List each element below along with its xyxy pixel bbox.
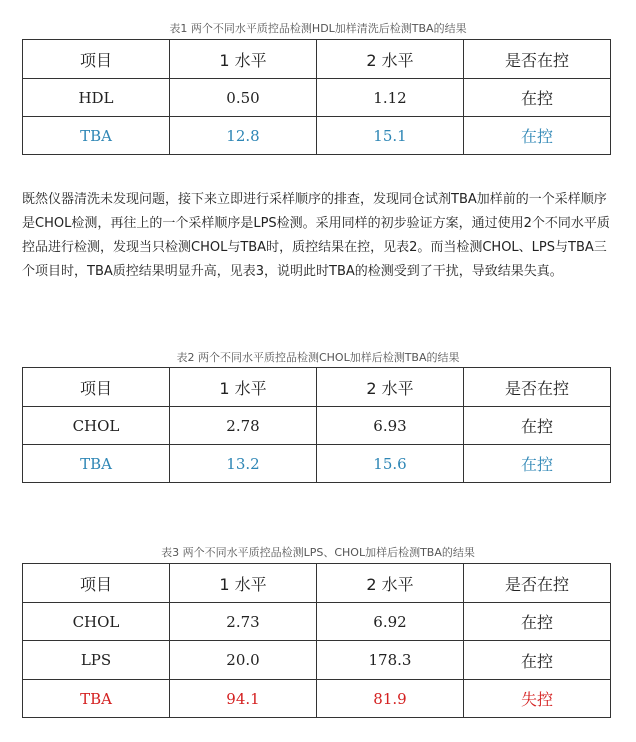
header-item: 项目 [23, 368, 170, 407]
status-cell: 在控 [464, 117, 611, 155]
table-row [23, 680, 611, 718]
level1-cell: 12.8 [170, 117, 317, 155]
header-level1: 1 水平 [170, 564, 317, 603]
level1-cell: 0.50 [170, 79, 317, 117]
header-level2: 2 水平 [317, 564, 464, 603]
header-status: 是否在控 [464, 368, 611, 407]
item-cell: CHOL [23, 407, 170, 445]
level2-cell: 6.92 [317, 603, 464, 641]
status-cell: 失控 [464, 680, 611, 718]
level2-cell: 1.12 [317, 79, 464, 117]
table1 [22, 39, 611, 155]
header-level1: 1 水平 [170, 40, 317, 79]
item-cell: LPS [23, 641, 170, 680]
table-row [23, 407, 611, 445]
header-item: 项目 [23, 40, 170, 79]
table-row [23, 79, 611, 117]
level1-cell: 2.73 [170, 603, 317, 641]
status-cell: 在控 [464, 603, 611, 641]
table-row [23, 641, 611, 680]
table2-caption: 表2 两个不同水平质控品检测CHOL加样后检测TBA的结果 [176, 351, 460, 364]
header-item: 项目 [23, 564, 170, 603]
header-level1: 1 水平 [170, 368, 317, 407]
table3-header-row [23, 564, 611, 603]
level1-cell: 94.1 [170, 680, 317, 718]
item-cell: TBA [23, 445, 170, 483]
level2-cell: 81.9 [317, 680, 464, 718]
status-cell: 在控 [464, 79, 611, 117]
table-row [23, 603, 611, 641]
header-status: 是否在控 [464, 40, 611, 79]
item-cell: TBA [23, 117, 170, 155]
level2-cell: 15.1 [317, 117, 464, 155]
table-row [23, 445, 611, 483]
level2-cell: 6.93 [317, 407, 464, 445]
table3-caption: 表3 两个不同水平质控品检测LPS、CHOL加样后检测TBA的结果 [161, 546, 475, 559]
header-level2: 2 水平 [317, 40, 464, 79]
status-cell: 在控 [464, 445, 611, 483]
level1-cell: 13.2 [170, 445, 317, 483]
table2-header-row [23, 368, 611, 407]
level1-cell: 2.78 [170, 407, 317, 445]
status-cell: 在控 [464, 641, 611, 680]
level2-cell: 178.3 [317, 641, 464, 680]
table3 [22, 563, 611, 718]
table-row [23, 117, 611, 155]
level2-cell: 15.6 [317, 445, 464, 483]
item-cell: TBA [23, 680, 170, 718]
table2 [22, 367, 611, 483]
body-paragraph: 既然仪器清洗未发现问题，接下来立即进行采样顺序的排查，发现同仓试剂TBA加样前的一个采样顺序是CHOL检测，再往上的一个采样顺序是LPS检测。采用同样的初步验证方案，通过使用2个不同水平质控品进行检测，发现当只检测CHOL与TBA时，质控结果在控，见表2。而当检测CHOL、LPS与TBA三个项目时，TBA质控结果明显升高，见表3，说明此时TBA的检测受到了干扰，导致结果失真。 [22, 192, 610, 279]
item-cell: CHOL [23, 603, 170, 641]
table1-caption: 表1 两个不同水平质控品检测HDL加样清洗后检测TBA的结果 [169, 22, 467, 35]
header-status: 是否在控 [464, 564, 611, 603]
table1-header-row [23, 40, 611, 79]
level1-cell: 20.0 [170, 641, 317, 680]
header-level2: 2 水平 [317, 368, 464, 407]
item-cell: HDL [23, 79, 170, 117]
status-cell: 在控 [464, 407, 611, 445]
